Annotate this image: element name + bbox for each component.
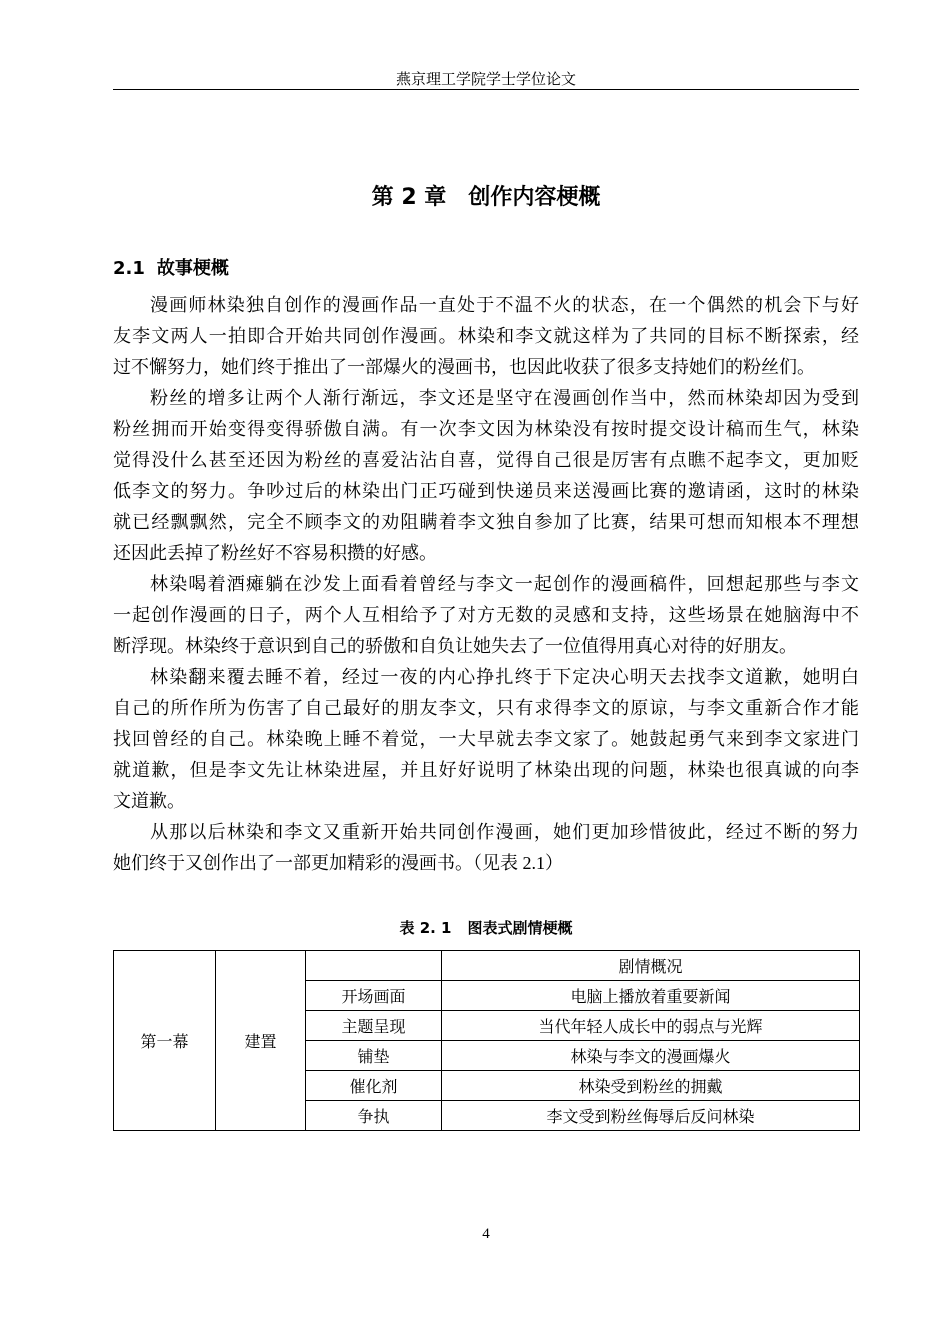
body-text: [113, 290, 859, 879]
summary-cell: 李文受到粉丝侮辱后反问林染: [442, 1101, 860, 1131]
paragraph-line: 过不懈努力，她们终于推出了一部爆火的漫画书，也因此收获了很多支持她们的粉丝们。: [113, 357, 815, 377]
paragraph-line: 还因此丢掉了粉丝好不容易积攒的好感。: [113, 543, 437, 563]
section-number: 2.1: [113, 258, 145, 279]
paragraph-line: 她们终于又创作出了一部更加精彩的漫画书。（见表 2.1）: [113, 853, 563, 873]
table-caption-number: 表 2. 1: [399, 919, 452, 937]
paragraph: [113, 817, 859, 879]
summary-cell: 林染与李文的漫画爆火: [442, 1041, 860, 1071]
paragraph: [113, 383, 859, 569]
summary-cell: 电脑上播放着重要新闻: [442, 981, 860, 1011]
table-header-row: [114, 951, 860, 981]
beat-cell: 开场画面: [306, 981, 442, 1011]
paragraph-line: 就已经飘飘然，完全不顾李文的劝阻瞒着李文独自参加了比赛，结果可想而知根本不理想: [113, 512, 859, 532]
summary-cell: 当代年轻人成长中的弱点与光辉: [442, 1011, 860, 1041]
act-cell: 第一幕: [114, 951, 216, 1131]
header-cell-summary: 剧情概况: [442, 951, 860, 981]
paragraph-line: 就道歉，但是李文先让林染进屋，并且好好说明了林染出现的问题，林染也很真诚的向李: [113, 760, 859, 780]
beat-cell: 争执: [306, 1101, 442, 1131]
stage-cell: 建置: [216, 951, 306, 1131]
running-header: 燕京理工学院学士学位论文: [395, 72, 576, 88]
table-caption-title: 图表式剧情梗概: [467, 919, 573, 937]
paragraph: [113, 569, 859, 662]
paragraph-line: 林染喝着酒瘫躺在沙发上面看着曾经与李文一起创作的漫画稿件，回想起那些与李文: [150, 574, 859, 594]
chapter-number: 第 2 章: [371, 185, 447, 210]
paragraph-line: 粉丝的增多让两个人渐行渐远，李文还是坚守在漫画创作当中，然而林染却因为受到: [150, 388, 859, 408]
plot-table: [113, 950, 860, 1131]
paragraph-line: 漫画师林染独自创作的漫画作品一直处于不温不火的状态，在一个偶然的机会下与好: [150, 295, 859, 315]
paragraph-line: 文道歉。: [113, 791, 185, 811]
chapter-title: [113, 180, 859, 211]
section-name: 故事梗概: [156, 258, 229, 279]
paragraph: [113, 662, 859, 817]
paragraph-line: 找回曾经的自己。林染晚上睡不着觉，一大早就去李文家了。她鼓起勇气来到李文家进门: [113, 729, 859, 749]
beat-cell: 铺垫: [306, 1041, 442, 1071]
paragraph-line: 自己的所作所为伤害了自己最好的朋友李文，只有求得李文的原谅，与李文重新合作才能: [113, 698, 859, 718]
page-number: 4: [482, 1226, 490, 1242]
paragraph: [113, 290, 859, 383]
paragraph-line: 粉丝拥而开始变得变得骄傲自满。有一次李文因为林染没有按时提交设计稿而生气，林染: [113, 419, 859, 439]
paragraph-line: 从那以后林染和李文又重新开始共同创作漫画，她们更加珍惜彼此，经过不断的努力: [150, 822, 859, 842]
paragraph-line: 断浮现。林染终于意识到自己的骄傲和自负让她失去了一位值得用真心对待的好朋友。: [113, 636, 797, 656]
paragraph-line: 一起创作漫画的日子，两个人互相给予了对方无数的灵感和支持，这些场景在她脑海中不: [113, 605, 859, 625]
section-title: [113, 254, 229, 280]
paragraph-line: 友李文两人一拍即合开始共同创作漫画。林染和李文就这样为了共同的目标不断探索，经: [113, 326, 859, 346]
paragraph-line: 林染翻来覆去睡不着，经过一夜的内心挣扎终于下定决心明天去找李文道歉，她明白: [150, 667, 859, 687]
beat-cell: 催化剂: [306, 1071, 442, 1101]
summary-cell: 林染受到粉丝的拥戴: [442, 1071, 860, 1101]
paragraph-line: 觉得没什么甚至还因为粉丝的喜爱沾沾自喜，觉得自己很是厉害有点瞧不起李文，更加贬: [113, 450, 859, 470]
table-caption: [113, 917, 859, 938]
header-cell-empty: [306, 951, 442, 981]
paragraph-line: 低李文的努力。争吵过后的林染出门正巧碰到快递员来送漫画比赛的邀请函，这时的林染: [113, 481, 859, 501]
header-rule: [113, 89, 859, 90]
beat-cell: 主题呈现: [306, 1011, 442, 1041]
chapter-name: 创作内容梗概: [468, 185, 601, 210]
